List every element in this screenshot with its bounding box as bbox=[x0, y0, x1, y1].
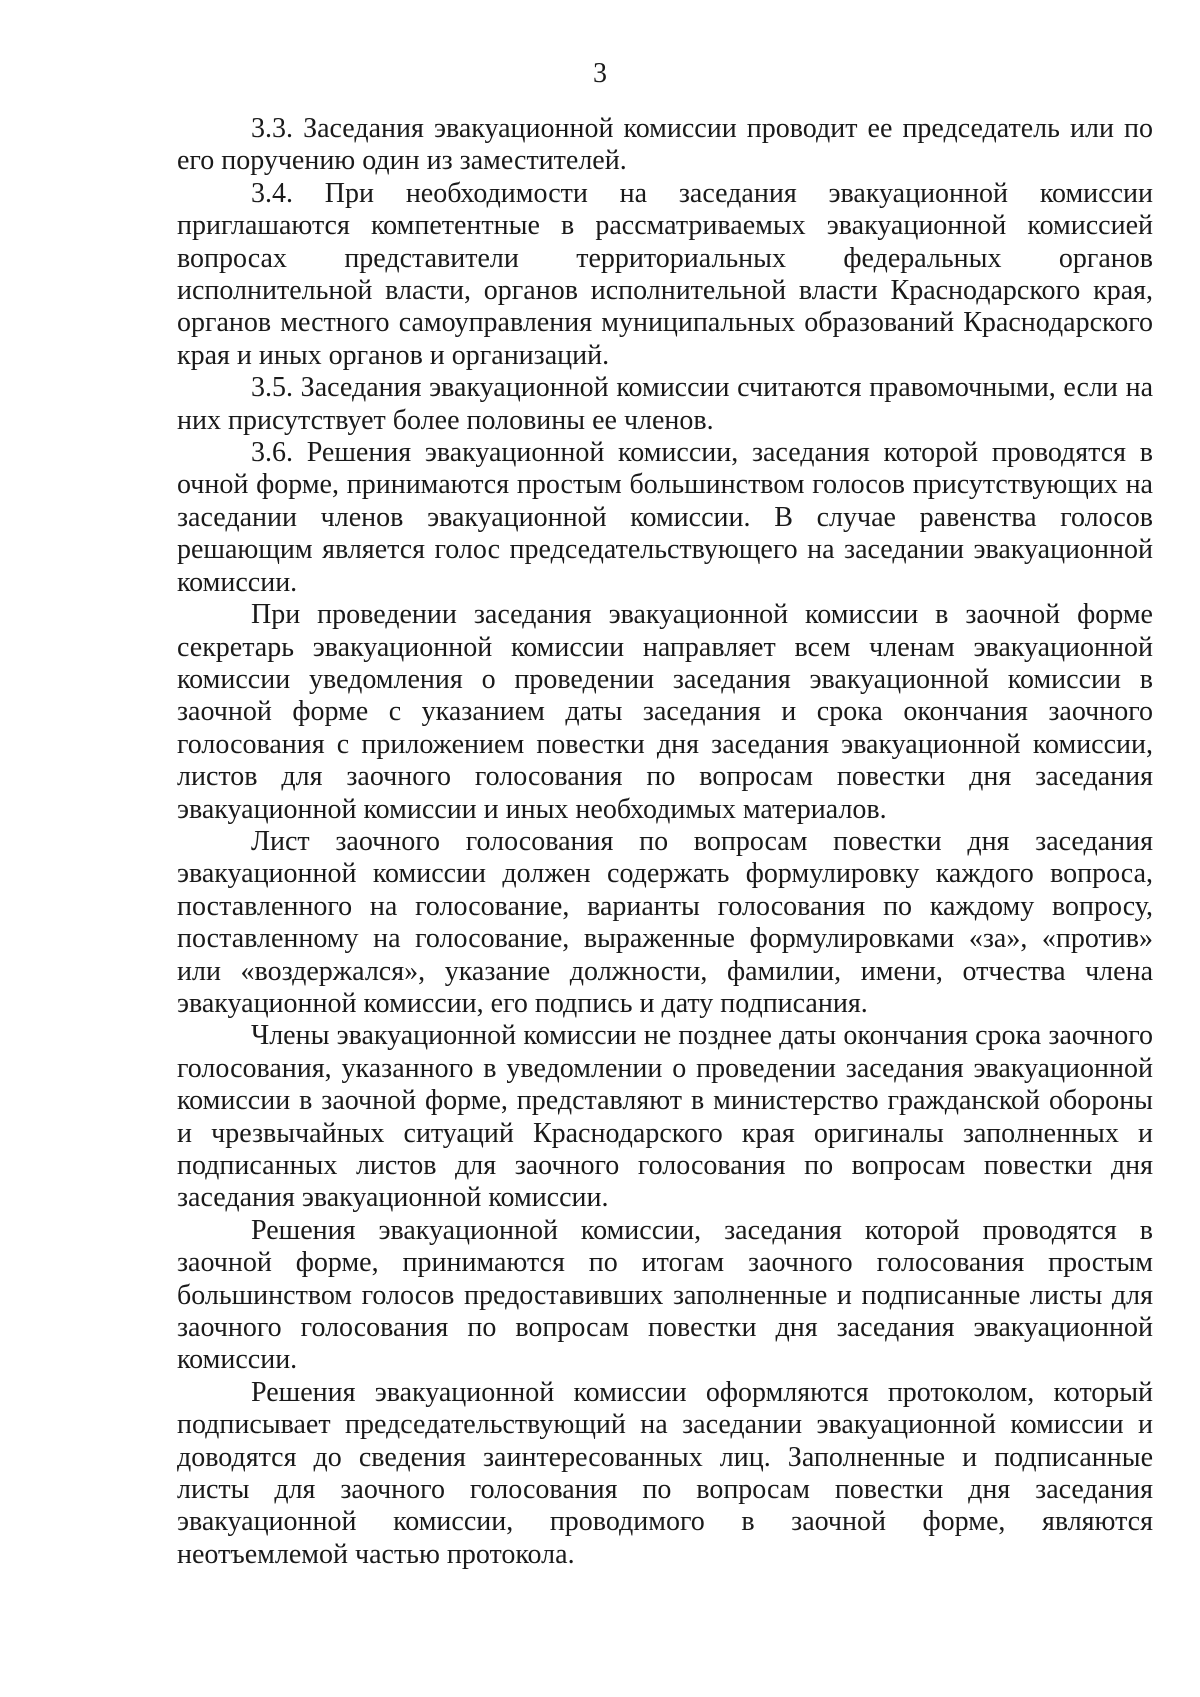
paragraph-3-3: 3.3. Заседания эвакуационной комиссии проводит ее председатель или по его поручению один из заместителей. bbox=[177, 113, 1153, 177]
paragraph-protocol: Решения эвакуационной комиссии оформляются протоколом, который подписывает председательствующий на заседании эвакуационной комиссии и доводятся до сведения заинтересованных лиц. Заполненные и подписанные листы для заочного голосования по вопросам повестки дня заседания эвакуационной комиссии, проводимого в заочной форме, являются неотъемлемой частью протокола. bbox=[177, 1376, 1153, 1570]
paragraph-members-submit-sheets: Члены эвакуационной комиссии не позднее даты окончания срока заочного голосования, указанного в уведомлении о проведении заседания эвакуационной комиссии в заочной форме, представляют в министерство гражданской обороны и чрезвычайных ситуаций Краснодарского края оригиналы заполненных и подписанных листов для заочного голосования по вопросам повестки дня заседания эвакуационной комиссии. bbox=[177, 1020, 1153, 1214]
document-body bbox=[177, 113, 1153, 1571]
page-number: 3 bbox=[593, 58, 607, 89]
paragraph-voting-sheet-content: Лист заочного голосования по вопросам повестки дня заседания эвакуационной комиссии должен содержать формулировку каждого вопроса, поставленного на голосование, варианты голосования по каждому вопросу, поставленному на голосование, выраженные формулировками «за», «против» или «воздержался», указание должности, фамилии, имени, отчества члена эвакуационной комиссии, его подпись и дату подписания. bbox=[177, 825, 1153, 1019]
paragraph-absentee-decisions: Решения эвакуационной комиссии, заседания которой проводятся в заочной форме, принимаются по итогам заочного голосования простым большинством голосов предоставивших заполненные и подписанные листы для заочного голосования по вопросам повестки дня заседания эвакуационной комиссии. bbox=[177, 1214, 1153, 1376]
paragraph-3-6: 3.6. Решения эвакуационной комиссии, заседания которой проводятся в очной форме, принимаются простым большинством голосов присутствующих на заседании членов эвакуационной комиссии. В случае равенства голосов решающим является голос председательствующего на заседании эвакуационной комиссии. bbox=[177, 437, 1153, 598]
paragraph-3-4: 3.4. При необходимости на заседания эвакуационной комиссии приглашаются компетентные в рассматриваемых эвакуационной комиссией вопросах представители территориальных федеральных органов исполнительной власти, органов исполнительной власти Краснодарского края, органов местного самоуправления муниципальных образований Краснодарского края и иных органов и организаций. bbox=[177, 177, 1153, 371]
paragraph-3-5: 3.5. Заседания эвакуационной комиссии считаются правомочными, если на них присутствует более половины ее членов. bbox=[177, 372, 1153, 436]
paragraph-absentee-meeting-notice: При проведении заседания эвакуационной комиссии в заочной форме секретарь эвакуационной комиссии направляет всем членам эвакуационной комиссии уведомления о проведении заседания эвакуационной комиссии в заочной форме с указанием даты заседания и срока окончания заочного голосования с приложением повестки дня заседания эвакуационной комиссии, листов для заочного голосования по вопросам повестки дня заседания эвакуационной комиссии и иных необходимых материалов. bbox=[177, 599, 1153, 825]
